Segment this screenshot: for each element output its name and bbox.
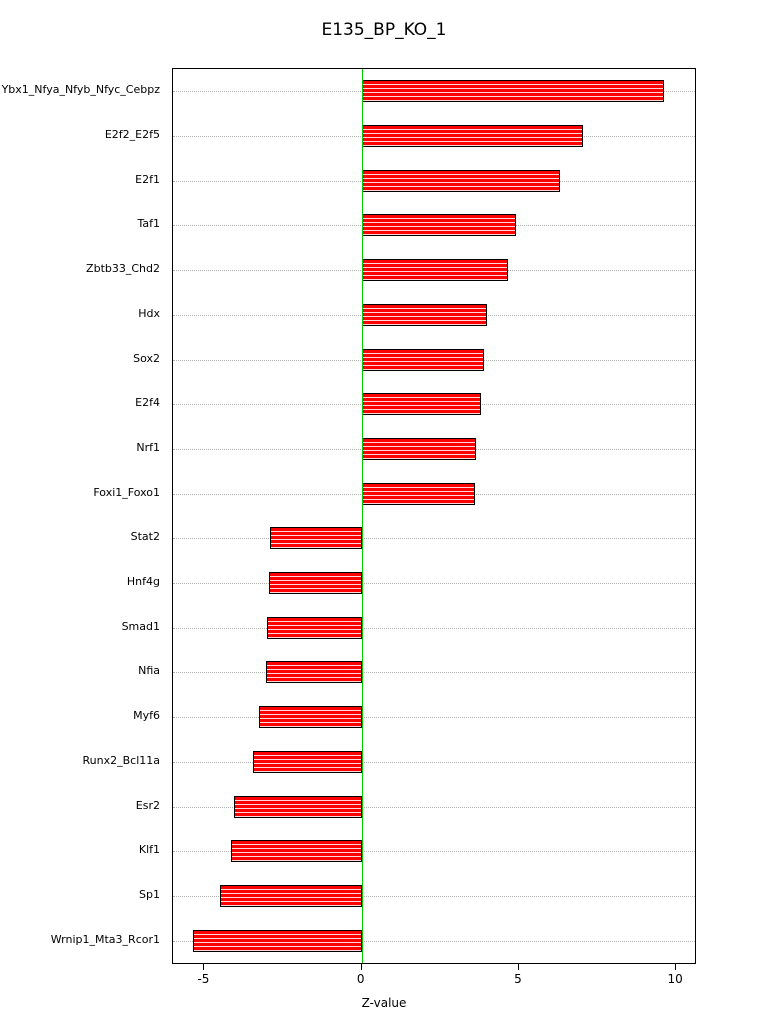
bar — [362, 393, 481, 415]
bar — [362, 214, 516, 236]
bar — [362, 170, 560, 192]
x-axis-tick — [361, 964, 362, 970]
x-axis-tick-label: 10 — [667, 972, 683, 986]
bar — [234, 796, 361, 818]
bar-hatch — [267, 662, 361, 682]
y-axis-tick-label: Zbtb33_Chd2 — [86, 262, 160, 276]
bar — [266, 661, 362, 683]
bar — [362, 349, 485, 371]
y-axis-tick-label: Nrf1 — [136, 440, 160, 454]
bar — [220, 885, 362, 907]
y-axis-tick-label: Hnf4g — [126, 575, 160, 589]
bar-hatch — [363, 305, 487, 325]
bar — [362, 304, 488, 326]
bar-hatch — [363, 126, 583, 146]
plot-area — [172, 68, 696, 964]
bar-hatch — [271, 528, 360, 548]
x-axis — [172, 964, 696, 994]
bar — [231, 840, 362, 862]
y-axis-tick-label: Myf6 — [133, 709, 160, 723]
bar-hatch — [221, 886, 361, 906]
bar-hatch — [270, 573, 361, 593]
x-axis-title: Z-value — [361, 996, 407, 1010]
bar-hatch — [260, 707, 360, 727]
bar — [267, 617, 361, 639]
gridline — [173, 672, 695, 673]
y-axis-tick-label: E2f4 — [135, 396, 160, 410]
gridline — [173, 628, 695, 629]
bar-hatch — [363, 215, 515, 235]
y-axis-tick-label: Taf1 — [137, 217, 160, 231]
gridline — [173, 762, 695, 763]
y-axis-tick-label: E2f2_E2f5 — [104, 128, 160, 142]
bar — [270, 527, 361, 549]
x-axis-tick-label: -5 — [197, 972, 210, 986]
y-axis-tick-label: Stat2 — [130, 530, 160, 544]
y-axis-tick-label: Klf1 — [138, 843, 160, 857]
bar-hatch — [363, 171, 559, 191]
chart-title: E135_BP_KO_1 — [321, 20, 447, 40]
bar-hatch — [268, 618, 360, 638]
bar — [362, 125, 584, 147]
gridline — [173, 717, 695, 718]
bar-hatch — [363, 439, 476, 459]
bar-hatch — [194, 931, 360, 951]
bar — [362, 483, 475, 505]
bar — [193, 930, 361, 952]
y-axis-tick-label: Sox2 — [133, 351, 160, 365]
bar-hatch — [235, 797, 360, 817]
y-axis-tick-label: Foxi1_Foxo1 — [93, 485, 160, 499]
y-axis-tick-label: E2f1 — [135, 172, 160, 186]
y-axis-tick-label: Sp1 — [139, 887, 160, 901]
bar — [362, 259, 508, 281]
y-axis-tick-label: Hdx — [138, 306, 160, 320]
bar — [269, 572, 362, 594]
bar-hatch — [363, 484, 474, 504]
y-axis-tick-label: Ybx1_Nfya_Nfyb_Nfyc_Cebpz — [1, 83, 160, 97]
bar-hatch — [363, 81, 663, 101]
gridline — [173, 538, 695, 539]
y-axis-tick-label: Esr2 — [135, 798, 160, 812]
gridline — [173, 583, 695, 584]
bar-hatch — [232, 841, 361, 861]
y-axis-tick-label: Runx2_Bcl11a — [82, 753, 160, 767]
y-axis-tick-label: Nfia — [138, 664, 160, 678]
zero-reference-line — [362, 69, 363, 963]
x-axis-tick-label: 5 — [514, 972, 522, 986]
bar-hatch — [363, 260, 507, 280]
y-axis-labels — [0, 68, 166, 964]
x-axis-tick-label: 0 — [356, 972, 365, 986]
x-axis-tick — [203, 964, 204, 970]
bar-hatch — [363, 350, 484, 370]
bar-hatch — [363, 394, 480, 414]
y-axis-tick-label: Wrnip1_Mta3_Rcor1 — [50, 932, 160, 946]
x-axis-tick — [675, 964, 676, 970]
x-axis-tick — [518, 964, 519, 970]
bar — [259, 706, 361, 728]
y-axis-tick-label: Smad1 — [121, 619, 160, 633]
bar — [253, 751, 361, 773]
bar — [362, 80, 664, 102]
bar — [362, 438, 477, 460]
bar-hatch — [254, 752, 360, 772]
